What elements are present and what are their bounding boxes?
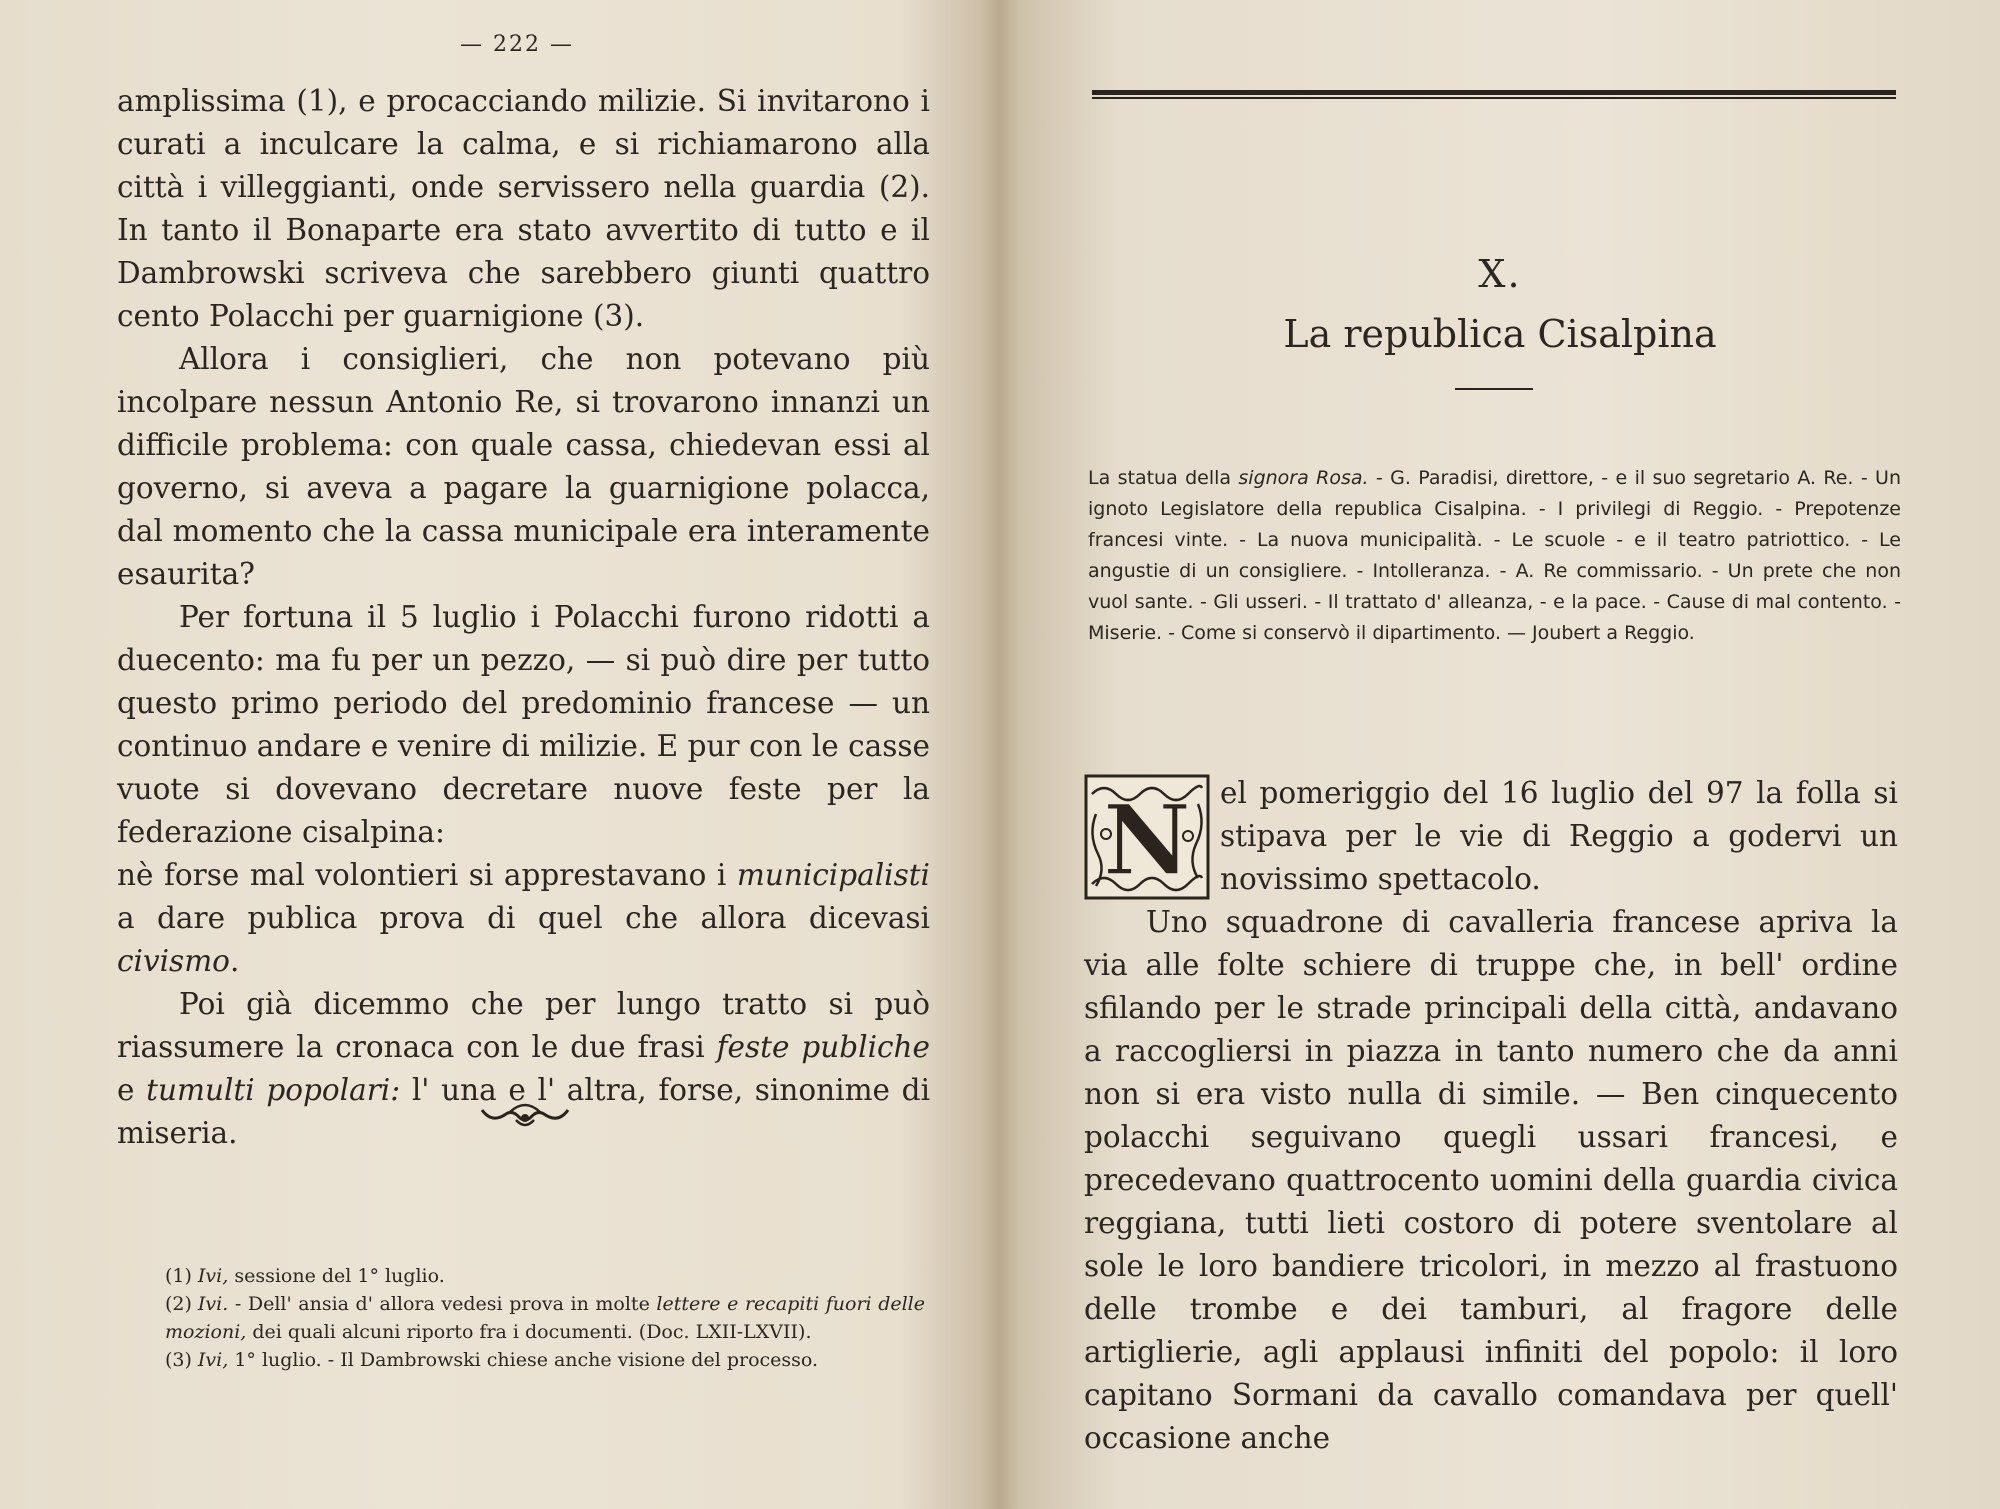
chapter-paragraph-2: Uno squadrone di cavalleria francese apriva la via alle folte schiere di truppe che, in bell' ordine sfilando per le strade principali della città, andavano a raccogliersi in piazza in tanto numero che da anni non si era visto nulla di simile. — Ben cinquecento polacchi seguivano quegli ussari francesi, e precedevano quattrocento uomini della guardia civica reggiana, tutti lieti costoro di potere sventolare al sole le loro bandiere tricolori, in mezzo al frastuono delle trombe e dei tamburi, al fragore delle artiglierie, agli applausi infiniti del popolo: il loro capitano Sormani da cavallo comandava per quell' occasione anche	[1084, 905, 1898, 1455]
footnote-italic: lettere e recapiti fuori delle mozioni,	[165, 1293, 925, 1343]
footnote-1	[165, 1262, 925, 1290]
paragraph-4-text: nè forse mal volontieri si apprestavano i	[117, 858, 737, 892]
footnote-marker: (3)	[165, 1349, 192, 1371]
chapter-number: X.	[1478, 252, 1522, 296]
footnote-ivi: Ivi,	[197, 1265, 229, 1287]
footnote-ivi: Ivi.	[197, 1293, 229, 1315]
paragraph-4-italic: civismo	[117, 944, 230, 978]
title-rule	[1455, 388, 1533, 390]
paragraph-2: Allora i consiglieri, che non potevano più incolpare nessun Antonio Re, si trovarono innanzi un difficile problema: con quale cassa, chiedevan essi al governo, si aveva a pagare la guarnigione polacca, dal momento che la cassa municipale era interamente esaurita?	[117, 342, 930, 591]
footnote-ivi: Ivi,	[197, 1349, 229, 1371]
footnote-text: dei quali alcuni riporto fra i documenti. (Doc. LXII-LXVII).	[246, 1321, 812, 1343]
paragraph-5-text: Poi già dicemmo che per lungo tratto si può riassumere la cronaca con le due frasi	[117, 987, 930, 1064]
right-page	[1000, 0, 2000, 1509]
svg-text:N: N	[1103, 784, 1191, 897]
paragraph-5-italic: tumulti popolari:	[146, 1073, 401, 1107]
left-body-text	[117, 80, 930, 1155]
chapter-summary	[1088, 463, 1901, 649]
left-page	[0, 0, 990, 1509]
paragraph-3: Per fortuna il 5 luglio i Polacchi furono ridotti a duecento: ma fu per un pezzo, — si può dire per tutto questo primo periodo del predominio francese — un continuo andare e venire di milizie. E pur con le casse vuote si dovevano decretare nuove feste per la federazione cisalpina:	[117, 600, 930, 849]
dropcap-n-icon	[1084, 774, 1210, 900]
paragraph-5-text: e	[117, 1073, 147, 1107]
footnote-2	[165, 1290, 925, 1346]
paragraph-5-text: l' una e l' altra, forse, sinonime di miseria.	[117, 1073, 931, 1150]
paragraph-4-text: a dare publica prova di quel che allora dicevasi	[117, 901, 930, 935]
paragraph-4-text: .	[229, 944, 240, 978]
paragraph-5-italic: feste publiche	[716, 1030, 930, 1064]
page-number: — 222 —	[460, 32, 574, 57]
footnote-text: 1° luglio. - Il Dambrowski chiese anche visione del processo.	[228, 1349, 819, 1371]
summary-text: La statua della	[1088, 467, 1239, 489]
footnote-marker: (1)	[165, 1265, 192, 1287]
paragraph-1: amplissima (1), e procacciando milizie. Si invitarono i curati a inculcare la calma, e si richiamarono alla città i villeggianti, onde servissero nella guardia (2). In tanto il Bonaparte era stato avvertito di tutto e il Dambrowski scriveva che sarebbero giunti quattro cento Polacchi per guarnigione (3).	[117, 84, 930, 333]
paragraph-4	[117, 854, 930, 983]
summary-italic: signora Rosa.	[1238, 467, 1369, 489]
footnote-text: sessione del 1° luglio.	[228, 1265, 445, 1287]
footnote-3	[165, 1346, 925, 1374]
header-rule	[1092, 90, 1896, 99]
chapter-paragraph-1: el pomeriggio del 16 luglio del 97 la folla si stipava per le vie di Reggio a godervi un novissimo spettacolo.	[1220, 776, 1898, 896]
chapter-title: La republica Cisalpina	[1283, 312, 1717, 356]
fleuron-ornament-icon	[480, 1100, 570, 1130]
summary-text: - G. Paradisi, direttore, - e il suo segretario A. Re. - Un ignoto Legislatore della republica Cisalpina. - I privilegi di Reggio. - Prepotenze francesi vinte. - La nuova municipalità. - Le scuole - e il teatro patriottico. - Le angustie di un consigliere. - Intolleranza. - A. Re commissario. - Un prete che non vuol sante. - Gli usseri. - Il trattato d' alleanza, - e la pace. - Cause di mal contento. - Miserie. - Come si conservò il dipartimento. — Joubert a Reggio.	[1088, 467, 1901, 644]
right-body-text	[1084, 772, 1898, 1460]
footnotes	[165, 1262, 925, 1374]
footnote-text: - Dell' ansia d' allora vedesi prova in molte	[228, 1293, 657, 1315]
paragraph-4-italic: municipalisti	[736, 858, 930, 892]
footnote-marker: (2)	[165, 1293, 192, 1315]
